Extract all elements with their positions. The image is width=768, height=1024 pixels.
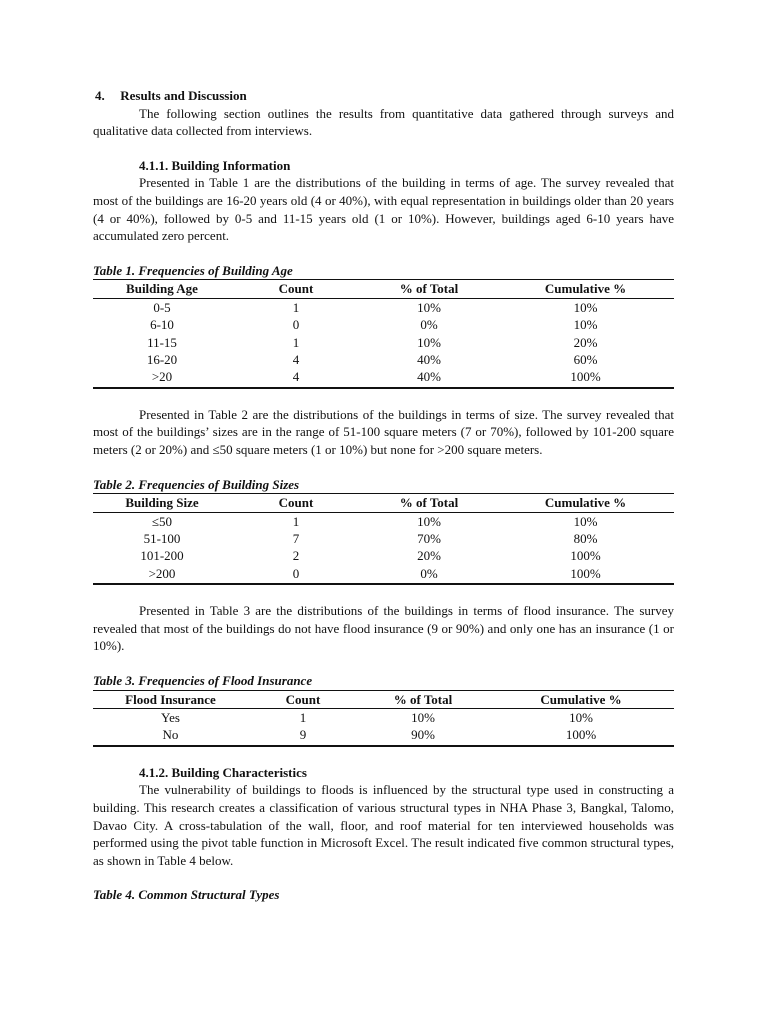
table-row <box>93 547 674 564</box>
table-header-row <box>93 280 674 298</box>
table-header-cell: Building Size <box>93 494 231 512</box>
table-header-cell: Cumulative % <box>488 690 674 708</box>
table-cell: 10% <box>573 299 598 315</box>
table-cell: 10% <box>417 334 441 350</box>
table-header-cell: % of Total <box>361 494 497 512</box>
table-cell: 4 <box>231 368 361 387</box>
section-title: Results and Discussion <box>120 88 247 103</box>
table-cell: >20 <box>93 368 231 387</box>
table-row <box>93 298 674 316</box>
table-header-cell: Count <box>231 280 361 298</box>
table-cell: 0 <box>292 317 300 333</box>
table-cell: 10% <box>417 299 441 315</box>
section-number: 4. <box>95 88 105 103</box>
table-row <box>93 708 674 726</box>
table-cell: 20% <box>417 548 441 564</box>
table-header-cell: % of Total <box>358 690 488 708</box>
table-cell: 4 <box>292 351 300 367</box>
table-cell: 10% <box>573 317 598 333</box>
table-cell: >200 <box>93 565 231 584</box>
table-row <box>93 530 674 547</box>
table-cell: 100% <box>570 548 601 564</box>
table-row <box>93 351 674 368</box>
table4-caption: Table 4. Common Structural Types <box>93 887 280 903</box>
table-cell: 70% <box>417 530 441 546</box>
table-cell: 101-200 <box>140 548 184 564</box>
table-cell: 0% <box>420 317 438 333</box>
table-cell: 0-5 <box>153 299 171 315</box>
table-cell: Yes <box>161 709 180 725</box>
table-cell: 100% <box>497 368 674 387</box>
table-header-cell: Cumulative % <box>497 494 674 512</box>
table-header-cell: Flood Insurance <box>93 690 248 708</box>
table-cell: 100% <box>497 565 674 584</box>
table-header-cell: Building Age <box>93 280 231 298</box>
table-header-cell: Cumulative % <box>497 280 674 298</box>
table-cell: 51-100 <box>143 530 181 546</box>
table-cell: 10% <box>417 513 441 529</box>
table-cell: 60% <box>573 351 598 367</box>
table-cell: 7 <box>292 530 300 546</box>
paragraph-building-size: Presented in Table 2 are the distributions of the buildings in terms of size. The survey revealed that most of the buildings’ sizes are in the range of 51-100 square meters (7 or 70%), followed by 101-200 square meters (2 or 20%) and ≤50 square meters (1 or 10%) but none for >200 square meters. <box>93 406 674 457</box>
table-cell: 1 <box>292 299 300 315</box>
table-cell: 10% <box>411 709 435 725</box>
table-cell: 10% <box>569 709 593 725</box>
table-cell: 16-20 <box>146 351 178 367</box>
table-header-cell: % of Total <box>361 280 497 298</box>
table-row <box>93 368 674 387</box>
paragraph-flood-insurance: Presented in Table 3 are the distributions of the buildings in terms of flood insurance. The survey revealed that most of the buildings do not have flood insurance (9 or 90%) and only one has an insurance (1 or 10%). <box>93 603 674 654</box>
table-cell: 80% <box>573 530 598 546</box>
table-header-row <box>93 690 674 708</box>
paragraph-building-age: Presented in Table 1 are the distributions of the building in terms of age. The survey revealed that most of the buildings are 16-20 years old (4 or 40%), with equal representation in buildings older than 20 years (4 or 40%), followed by 0-5 and 11-15 years old (1 or 10%). However, buildings aged 6-10 years have accumulated zero percent. <box>93 175 674 244</box>
table-cell: 1 <box>292 334 300 350</box>
table-cell: 20% <box>573 334 598 350</box>
paragraph-structural-types: The vulnerability of buildings to floods is influenced by the structural type used in constructing a building. This research creates a classification of various structural types in NHA Phase 3, Bangkal, Talomo, Davao City. A cross-tabulation of the wall, floor, and roof material for ten interviewed households was performed using the pivot table function in Microsoft Excel. The result indicated five common structural types, as shown in Table 4 below. <box>93 782 674 868</box>
table-cell: 1 <box>292 513 300 529</box>
table-row <box>93 334 674 351</box>
table-cell: 2 <box>292 548 300 564</box>
table1-caption: Table 1. Frequencies of Building Age <box>93 262 293 278</box>
table-row <box>93 316 674 333</box>
table-row <box>93 726 674 745</box>
table-building-age <box>93 279 674 388</box>
table-cell: 100% <box>488 726 674 745</box>
table3-caption: Table 3. Frequencies of Flood Insurance <box>93 672 313 688</box>
table-cell: 10% <box>573 513 598 529</box>
table-cell: 40% <box>361 368 497 387</box>
table-header-row <box>93 494 674 512</box>
table-row <box>93 565 674 584</box>
table-cell: 1 <box>299 709 307 725</box>
table-cell: 40% <box>417 351 441 367</box>
table-cell: 0 <box>231 565 361 584</box>
table-cell: 0% <box>361 565 497 584</box>
table-cell: 11-15 <box>147 334 177 350</box>
table-flood-insurance <box>93 690 674 747</box>
subsection-heading-building-characteristics: 4.1.2. Building Characteristics <box>139 764 307 780</box>
table-cell: 90% <box>358 726 488 745</box>
table-cell: 9 <box>248 726 358 745</box>
table-cell: ≤50 <box>151 513 173 529</box>
section-intro: The following section outlines the results from quantitative data gathered through surveys and qualitative data collected from interviews. <box>93 105 674 139</box>
subsection-heading-building-information: 4.1.1. Building Information <box>139 157 291 173</box>
table-row <box>93 512 674 530</box>
table-header-cell: Count <box>248 690 358 708</box>
table2-caption: Table 2. Frequencies of Building Sizes <box>93 476 300 492</box>
section-heading <box>93 87 674 105</box>
table-cell: 6-10 <box>150 317 174 333</box>
table-header-cell: Count <box>231 494 361 512</box>
document-page <box>93 87 674 904</box>
table-building-size <box>93 493 674 585</box>
table-cell: No <box>93 726 248 745</box>
